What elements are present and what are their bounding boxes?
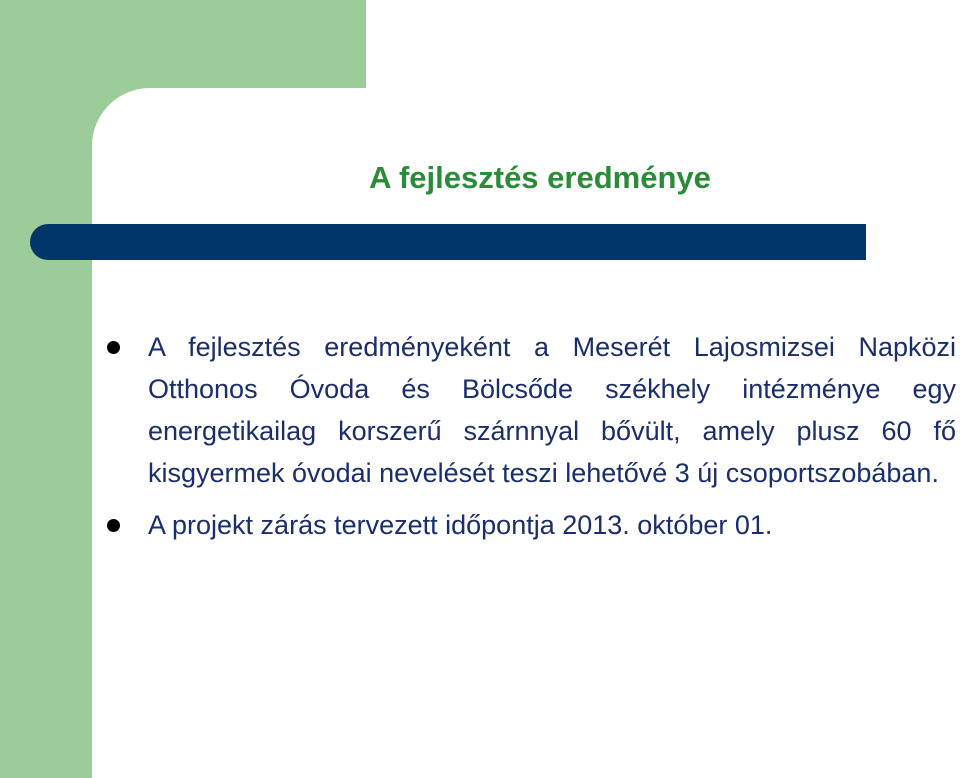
bullet-item [104, 326, 956, 494]
bullet-list [104, 326, 956, 556]
bullet-dot-icon [107, 341, 120, 354]
slide-title: A fejlesztés eredménye [369, 160, 711, 195]
bullet-text: A projekt zárás tervezett időpontja 2013. október 01. [148, 510, 773, 540]
title-underline-bar [30, 224, 866, 260]
green-left-strip [0, 0, 92, 778]
bullet-dot-icon [107, 519, 120, 532]
bullet-item [104, 504, 956, 546]
bullet-text: A fejlesztés eredményeként a Meserét Lajosmizsei Napközi Otthonos Óvoda és Bölcsőde székhely intézménye egy energetikailag korszerű szárnnyal bővült, amely plusz 60 fő kisgyermek óvodai nevelését teszi lehetővé 3 új csoportszobában. [148, 332, 956, 488]
